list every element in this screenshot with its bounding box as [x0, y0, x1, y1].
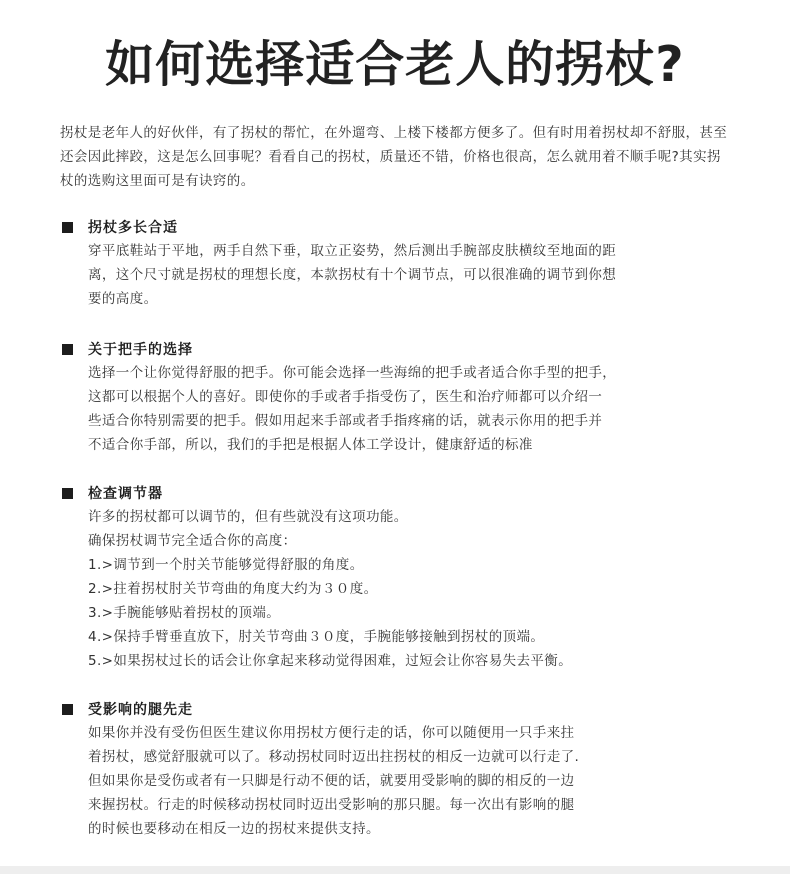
section-body: [88, 505, 732, 673]
section-heading: [62, 481, 732, 505]
body-line: 但如果你是受伤或者有一只脚是行动不便的话，就要用受影响的脚的相反的一边: [88, 773, 575, 789]
square-bullet-icon: [62, 704, 73, 715]
section-body: [88, 721, 732, 841]
square-bullet-icon: [62, 488, 73, 499]
section-heading: [62, 337, 732, 361]
section-heading: [62, 215, 732, 239]
section-body: [88, 239, 732, 311]
section-title: 受影响的腿先走: [88, 702, 193, 718]
section-title: 检查调节器: [88, 486, 163, 502]
body-line: 选择一个让你觉得舒服的把手。你可能会选择一些海绵的把手或者适合你手型的把手，: [88, 365, 617, 381]
body-line: 这都可以根据个人的喜好。即使你的手或者手指受伤了，医生和治疗师都可以介绍一: [88, 389, 603, 405]
section-length: [62, 215, 732, 311]
list-item: 5.>如果拐杖过长的话会让你拿起来移动觉得困难，过短会让你容易失去平衡。: [88, 653, 573, 669]
section-handle: [62, 337, 732, 457]
list-item: 3.>手腕能够贴着拐杖的顶端。: [88, 605, 281, 621]
article-title: 如何选择适合老人的拐杖?: [105, 36, 685, 93]
body-line: 不适合你手部，所以，我们的手把是根据人体工学设计，健康舒适的标准: [88, 437, 533, 453]
section-title: 拐杖多长合适: [88, 220, 178, 236]
square-bullet-icon: [62, 344, 73, 355]
body-line: 确保拐杖调节完全适合你的高度：: [88, 533, 297, 549]
body-line: 要的高度。: [88, 291, 158, 307]
list-item: 2.>拄着拐杖肘关节弯曲的角度大约为３０度。: [88, 581, 378, 597]
body-line: 许多的拐杖都可以调节的，但有些就没有这项功能。: [88, 509, 408, 525]
list-item: 1.>调节到一个肘关节能够觉得舒服的角度。: [88, 557, 364, 573]
body-line: 穿平底鞋站于平地，两手自然下垂，取立正姿势，然后测出手腕部皮肤横纹至地面的距: [88, 243, 617, 259]
section-title: 关于把手的选择: [88, 342, 193, 358]
body-line: 些适合你特别需要的把手。假如用起来手部或者手指疼痛的话，就表示你用的把手并: [88, 413, 603, 429]
body-line: 来握拐杖。行走的时候移动拐杖同时迈出受影响的那只腿。每一次出有影响的腿: [88, 797, 575, 813]
body-line: 的时候也要移动在相反一边的拐杖来提供支持。: [88, 821, 380, 837]
list-item: 4.>保持手臂垂直放下，肘关节弯曲３０度，手腕能够接触到拐杖的顶端。: [88, 629, 545, 645]
body-line: 离，这个尺寸就是拐杖的理想长度，本款拐杖有十个调节点，可以很准确的调节到你想: [88, 267, 617, 283]
section-affected-leg: [62, 697, 732, 841]
body-line: 如果你并没有受伤但医生建议你用拐杖方便行走的话，你可以随便用一只手来拄: [88, 725, 575, 741]
section-adjuster: [62, 481, 732, 673]
section-heading: [62, 697, 732, 721]
body-line: 着拐杖，感觉舒服就可以了。移动拐杖同时迈出拄拐杖的相反一边就可以行走了.: [88, 749, 580, 765]
square-bullet-icon: [62, 222, 73, 233]
intro-paragraph: 拐杖是老年人的好伙伴，有了拐杖的帮忙，在外遛弯、上楼下楼都方便多了。但有时用着拐杖却不舒服，甚至还会因此摔跤，这是怎么回事呢？看看自己的拐杖，质量还不错，价格也很高，怎么就用着不顺手呢?其实拐杖的选购这里面可是有诀窍的。: [60, 125, 728, 189]
section-body: [88, 361, 732, 457]
